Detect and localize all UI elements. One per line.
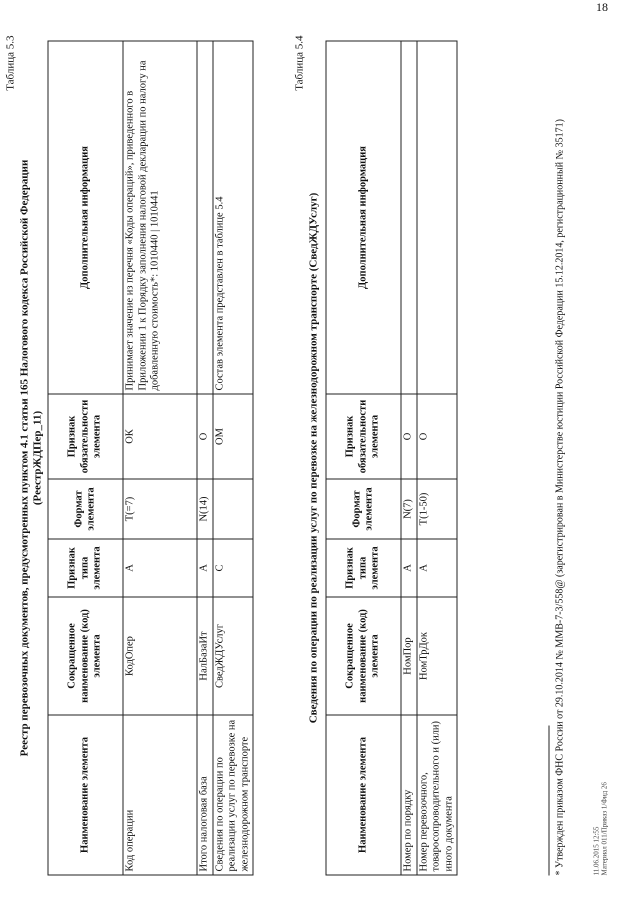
column-header: Наименование элемента — [326, 715, 401, 875]
table-cell: О — [197, 394, 213, 479]
table-cell: Номер по порядку — [401, 715, 417, 875]
column-header: Дополнительная информация — [48, 41, 123, 394]
table-cell: Код операции — [123, 715, 197, 875]
table-cell: T(=7) — [123, 479, 197, 539]
print-stamp — [592, 782, 608, 875]
table-cell: N(7) — [401, 479, 417, 539]
table-cell: КодОпер — [123, 597, 197, 715]
table-cell: А — [416, 539, 457, 597]
table-cell: N(14) — [197, 479, 213, 539]
footnote-rule — [548, 725, 549, 875]
table-5-3-title-line2: (РеестрЖДПер_11) — [31, 410, 43, 505]
table-cell: А — [197, 539, 213, 597]
table-cell: О — [416, 394, 457, 479]
table-row — [416, 41, 457, 875]
print-stamp-line2: Материал 011/Приказ 1/Фид 26 — [600, 781, 608, 875]
table-cell — [212, 479, 253, 539]
table-cell: Принимает значение из перечня «Коды операций», приведенного в Приложении 1 к Порядку заполнения налоговой декларации по налогу на добавленную стоимость*: 1010440 | 1010441 — [123, 41, 197, 394]
table-cell: Итого налоговая база — [197, 715, 213, 875]
table-5-3-header-row — [48, 41, 123, 875]
table-row — [197, 41, 213, 875]
column-header: Формат элемента — [48, 479, 123, 539]
column-header: Формат элемента — [326, 479, 401, 539]
column-header: Признак обязательности элемента — [326, 394, 401, 479]
table-cell: НалБазаИт — [197, 597, 213, 715]
table-cell — [416, 41, 457, 394]
table-row — [123, 41, 197, 875]
table-5-3 — [47, 40, 253, 875]
table-cell: НомТрДок — [416, 597, 457, 715]
table-cell: ОМ — [212, 394, 253, 479]
table-5-3-caption: Таблица 5.3 — [4, 35, 16, 91]
column-header: Дополнительная информация — [326, 41, 401, 394]
table-cell — [401, 41, 417, 394]
column-header: Наименование элемента — [48, 715, 123, 875]
table-5-4-caption: Таблица 5.4 — [293, 35, 305, 91]
table-5-4 — [325, 40, 457, 875]
table-row — [401, 41, 417, 875]
table-cell: С — [212, 539, 253, 597]
table-cell: Номер перевозочного, товаросопроводительного и (или) иного документа — [416, 715, 457, 875]
table-cell — [197, 41, 213, 394]
column-header: Признак обязательности элемента — [48, 394, 123, 479]
column-header: Сокращенное наименование (код) элемента — [326, 597, 401, 715]
table-5-3-title — [18, 40, 44, 875]
table-row — [212, 41, 253, 875]
table-cell: Сведения по операции по реализации услуг по перевозке на железнодорожном транспорте — [212, 715, 253, 875]
table-cell: ОК — [123, 394, 197, 479]
table-cell: А — [401, 539, 417, 597]
table-cell: НомПор — [401, 597, 417, 715]
table-cell: Состав элемента представлен в таблице 5.4 — [212, 41, 253, 394]
table-cell: О — [401, 394, 417, 479]
print-stamp-line1: 11.06.2015 12:55 — [592, 826, 600, 875]
page-number: 18 — [596, 0, 608, 14]
column-header: Признак типа элемента — [48, 539, 123, 597]
footnote: * Утвержден приказом ФНС России от 29.10.2014 № ММВ-7-3/558@ (зарегистрирован в Министерстве юстиции Российской Федерации 15.12.2014, регистрационный № 35171) — [554, 118, 565, 875]
table-5-4-header-row — [326, 41, 401, 875]
column-header: Признак типа элемента — [326, 539, 401, 597]
table-5-4-title: Сведения по операции по реализации услуг по перевозке на железнодорожном транспорте (СведЖДУслуг) — [307, 192, 319, 723]
table-cell: А — [123, 539, 197, 597]
table-cell: СведЖДУслуг — [212, 597, 253, 715]
table-cell: T(1-50) — [416, 479, 457, 539]
column-header: Сокращенное наименование (код) элемента — [48, 597, 123, 715]
table-5-3-title-line1: Реестр перевозочных документов, предусмотренных пунктом 4.1 статьи 165 Налогового кодекса Российской Федерации — [18, 159, 30, 756]
